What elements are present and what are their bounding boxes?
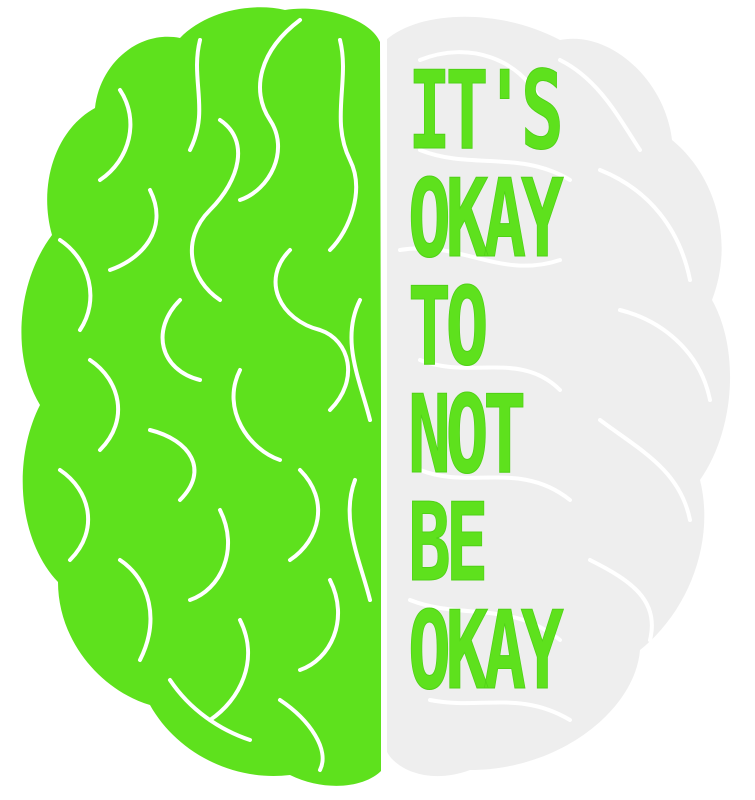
slogan-line-to: TO	[408, 265, 484, 390]
slogan-line-okay-final: OKAY	[408, 589, 559, 714]
slogan-line-be: BE	[408, 481, 484, 606]
slogan-text-block	[408, 49, 708, 714]
left-hemisphere-shape	[21, 7, 382, 786]
slogan-line-okay: OKAY	[408, 157, 559, 282]
slogan-line-its: IT'S	[408, 49, 559, 174]
slogan-line-not: NOT	[408, 373, 521, 498]
brain-left-hemisphere-icon	[21, 7, 382, 786]
